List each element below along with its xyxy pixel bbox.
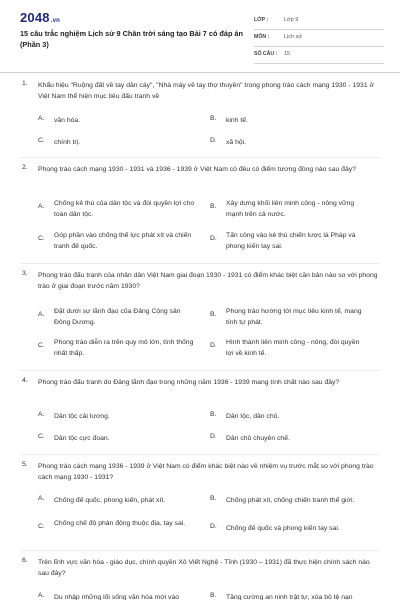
question-number: 3.: [22, 270, 28, 277]
document-title: 15 câu trắc nghiệm Lịch sử 9 Chân trời sáng tạo Bài 7 có đáp án (Phần 3): [20, 29, 243, 49]
option-text: Dân tộc cực đoan.: [54, 435, 110, 442]
option-letter: C.: [38, 137, 45, 144]
option-text: xã hội.: [226, 139, 247, 146]
option-text: Tấn công vào kẻ thù chiến lược là Pháp và phong kiến tay sai.: [226, 232, 356, 250]
question-number: 4.: [22, 377, 28, 384]
meta-row-grade: [254, 14, 384, 30]
option-letter: B.: [210, 495, 217, 502]
option-text: Chống đế quốc, phong kiến, phát xít.: [54, 497, 166, 504]
option-text: Chống kẻ thù của dân tộc và đòi quyền lợi cho toàn dân tộc.: [54, 200, 195, 218]
option-text: Hình thành liên minh công - nông, đòi quyền lợi về kinh tế.: [226, 339, 360, 357]
option-letter: A.: [38, 203, 45, 210]
question-divider: [20, 550, 380, 551]
option-letter: A.: [38, 411, 45, 418]
option-letter: D.: [210, 342, 217, 349]
meta-panel: [254, 14, 384, 65]
question-text: Trên lĩnh vực văn hóa - giáo dục, chính quyền Xô Viết Nghệ - Tĩnh (1930 – 1931) đã thực hiện chính sách nào sau đây?: [38, 559, 370, 577]
option-letter: A.: [38, 495, 45, 502]
option-letter: B.: [210, 115, 217, 122]
option-text: chính trị.: [54, 139, 81, 146]
option-letter: B.: [210, 411, 217, 418]
option-letter: D.: [210, 235, 217, 242]
question-number: 1.: [22, 80, 28, 87]
option-text: kinh tế.: [226, 117, 248, 124]
option-letter: B.: [210, 592, 217, 599]
option-text: Chống phát xít, chống chiến tranh thế giới.: [226, 497, 355, 504]
question-text: Phong trào cách mạng 1936 - 1939 ở Việt Nam có điểm khác biệt nào về nhiệm vụ trước mắt so với phong trào cách mạng 1930 - 1931?: [38, 463, 374, 481]
option-text: Dân chủ chuyên chế.: [226, 435, 290, 442]
option-text: Chống chế độ phản động thuộc địa, tay sai.: [54, 520, 186, 527]
option-text: Xây dựng khối liên minh công - nông vững mạnh trên cả nước.: [226, 200, 355, 218]
option-letter: C.: [38, 433, 45, 440]
meta-value: 15: [284, 51, 291, 57]
question-text: Phong trào đấu tranh của nhân dân Việt Nam giai đoạn 1930 - 1931 có điểm khác biệt căn bản nào so với phong trào ở giai đoạn trước năm 1930?: [38, 272, 378, 290]
option-text: Tăng cường an ninh trật tự, xóa bỏ tệ nạn: [226, 594, 353, 600]
option-letter: D.: [210, 137, 217, 144]
option-text: Phong trào hướng tới mục tiêu kinh tế, mang tính tự phát.: [226, 308, 362, 326]
option-text: Chống đế quốc và phong kiến tay sai.: [226, 525, 340, 532]
option-letter: A.: [38, 311, 45, 318]
question-divider: [20, 370, 380, 371]
header-divider: [0, 72, 400, 73]
option-text: Phong trào diễn ra trên quy mô lớn, tính thống nhất thấp.: [54, 339, 194, 357]
option-text: văn hóa.: [54, 117, 81, 124]
option-text: Dân tộc, dân chủ.: [226, 413, 280, 420]
option-letter: C.: [38, 523, 45, 530]
option-text: Góp phần vào chống thế lực phát xít và chiến tranh đế quốc.: [54, 232, 192, 250]
question-divider: [20, 263, 380, 264]
question-divider: [20, 157, 380, 158]
option-letter: B.: [210, 311, 217, 318]
option-letter: D.: [210, 523, 217, 530]
option-letter: A.: [38, 592, 45, 599]
meta-row-count: [254, 48, 384, 64]
option-text: Đặt dưới sự lãnh đạo của Đảng Cộng sản Đông Dương.: [54, 308, 181, 326]
question-number: 2.: [22, 164, 28, 171]
question-text: Phong trào cách mạng 1930 - 1931 và 1936 - 1939 ở Việt Nam có đều có điểm tương đồng nào sau đây?: [38, 166, 356, 173]
option-text: Du nhập những lối sống văn hóa mới vào: [54, 594, 180, 600]
meta-row-subject: [254, 31, 384, 47]
option-letter: A.: [38, 115, 45, 122]
question-number: 6.: [22, 557, 28, 564]
option-letter: C.: [38, 235, 45, 242]
option-text: Dân tộc cải lương.: [54, 413, 110, 420]
meta-label: LỚP :: [254, 17, 269, 23]
meta-value: Lịch sử: [284, 34, 303, 40]
logo-main: 2048: [20, 10, 50, 25]
question-divider: [20, 454, 380, 455]
question-text: Khẩu hiệu "Ruộng đất về tay dân cày", "Nhà máy về tay thợ thuyền" trong phong trào cách mạng 1930 - 1931 ở Việt Nam thể hiện mục tiêu đấu tranh về: [38, 82, 374, 100]
meta-label: MÔN :: [254, 34, 270, 40]
option-letter: D.: [210, 433, 217, 440]
meta-label: SỐ CÂU :: [254, 51, 278, 57]
site-logo[interactable]: [20, 10, 60, 25]
option-letter: C.: [38, 342, 45, 349]
meta-value: Lớp 9: [284, 17, 299, 23]
page-header: [0, 0, 400, 68]
logo-suffix: .vn: [50, 18, 61, 24]
question-number: 5.: [22, 461, 28, 468]
option-letter: B.: [210, 203, 217, 210]
question-text: Phong trào đấu tranh do Đảng lãnh đạo trong những năm 1936 - 1939 mang tính chất nào sau đây?: [38, 379, 340, 386]
